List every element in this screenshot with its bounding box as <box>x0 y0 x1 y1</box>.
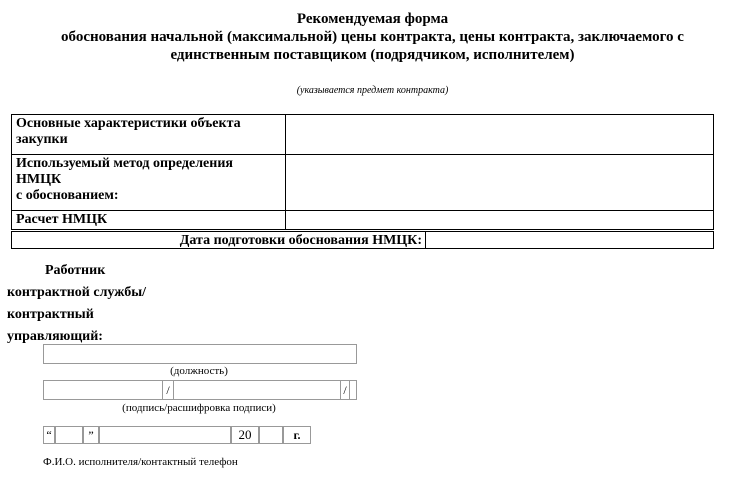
worker-label: Работник контрактной службы/ контрактный управляющий: <box>7 263 147 344</box>
signature-caption: (подпись/расшифровка подписи) <box>122 402 276 414</box>
characteristics-label: Основные характеристики объекта закупки <box>12 115 286 155</box>
signature-field[interactable] <box>43 380 357 400</box>
month-field[interactable] <box>99 426 231 444</box>
open-quote: “ <box>43 426 55 444</box>
calculation-field[interactable] <box>286 211 714 230</box>
table-row <box>12 155 714 211</box>
day-field[interactable] <box>55 426 83 444</box>
subject-note: (указывается предмет контракта) <box>296 85 449 96</box>
slash-separator: / <box>340 381 350 399</box>
calculation-label: Расчет НМЦК <box>12 211 286 230</box>
preparation-date-row <box>11 231 714 249</box>
preparation-date-field[interactable] <box>425 232 713 248</box>
table-row <box>12 211 714 230</box>
preparation-date-label: Дата подготовки обоснования НМЦК: <box>179 233 422 248</box>
method-label: Используемый метод определения НМЦК с обоснованием: <box>12 155 286 211</box>
fio-caption: Ф.И.О. исполнителя/контактный телефон <box>43 456 238 468</box>
justification-table <box>11 114 714 230</box>
method-field[interactable] <box>286 155 714 211</box>
form-subtitle-line2: единственным поставщиком (подрядчиком, исполнителем) <box>170 47 575 63</box>
close-quote: ” <box>83 426 99 444</box>
form-title: Рекомендуемая форма <box>296 11 449 27</box>
year-field[interactable] <box>259 426 283 444</box>
position-field[interactable] <box>43 344 357 364</box>
year-prefix: 20 <box>231 426 259 444</box>
form-subtitle-line1: обоснования начальной (максимальной) цены контракта, цены контракта, заключаемого с <box>61 29 684 45</box>
characteristics-field[interactable] <box>286 115 714 155</box>
year-suffix: г. <box>283 426 311 444</box>
position-caption: (должность) <box>170 365 228 377</box>
table-row <box>12 115 714 155</box>
slash-separator: / <box>162 381 174 399</box>
